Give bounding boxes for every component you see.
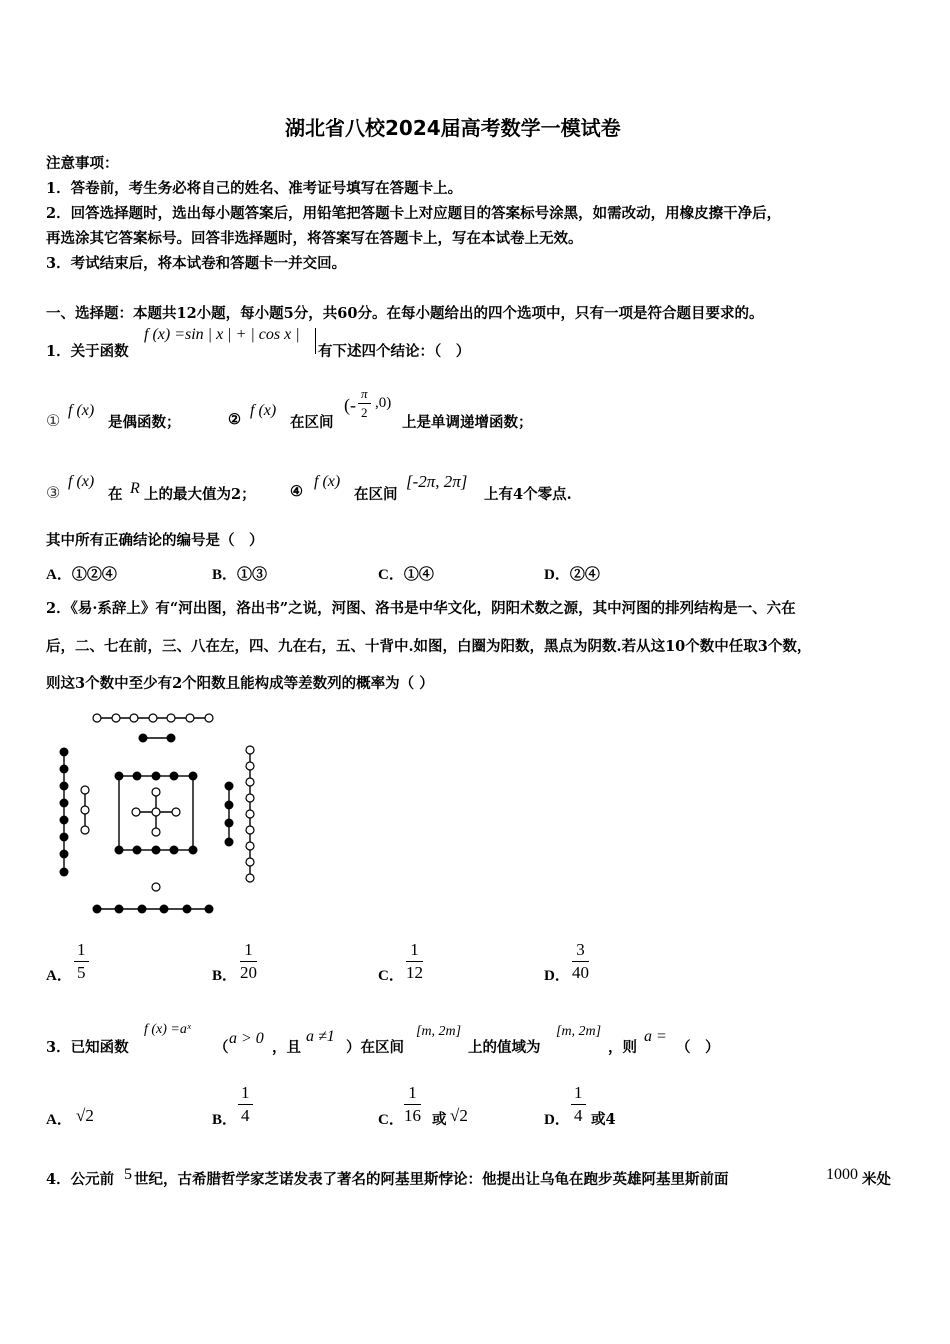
q1-s2-frac-num: π (358, 385, 371, 404)
q3-cond-1: a > 0 (229, 1030, 264, 1047)
notice-item-2-cont: 再选涂其它答案标号。回答非选择题时，将答案写在答题卡上，写在本试卷上无效。 (46, 230, 583, 247)
page-title: 湖北省八校2024届高考数学一模试卷 (285, 116, 621, 140)
q3-option-a-label: A． (46, 1112, 72, 1128)
q3-cond-close: ）在区间 (346, 1039, 404, 1056)
notice-heading: 注意事项： (46, 155, 119, 172)
q4-number-1: 5 (124, 1166, 132, 1183)
q1-s2-num: ② (228, 411, 241, 428)
notice-item-3: 3．考试结束后，将本试卷和答题卡一并交回。 (46, 255, 347, 272)
q1-s3-R: R (130, 480, 140, 497)
q3-mid: 上的值域为 (468, 1039, 541, 1056)
q2-option-c-label: C． (378, 968, 404, 984)
notice-item-1: 1．答卷前，考生务必将自己的姓名、准考证号填写在答题卡上。 (46, 180, 463, 197)
q3-option-c-num: 1 (404, 1082, 421, 1105)
q2-option-a-num: 1 (74, 939, 89, 962)
q3-a-eq: a = (644, 1028, 667, 1045)
q3-option-c-frac (404, 1082, 421, 1127)
q1-s4-text: 上有4个零点. (484, 486, 572, 503)
q3-option-d-num: 1 (571, 1082, 586, 1105)
q1-s4-mid: 在区间 (354, 486, 398, 503)
q1-s3-text: 上的最大值为2； (144, 486, 256, 503)
q1-option-d: D．②④ (544, 567, 600, 583)
q1-s4-num: ④ (290, 483, 303, 500)
q2-option-b-frac (240, 939, 257, 984)
q2-option-c-den: 12 (406, 963, 423, 982)
hetu-right-white-dots (246, 746, 254, 882)
q2-option-d-num: 3 (572, 939, 589, 962)
q3-cond-2: a ≠1 (306, 1028, 335, 1045)
q1-s2-interval-left: (- (344, 395, 356, 415)
q1-s2-interval-right: ,0) (375, 395, 392, 411)
q3-option-d-frac (571, 1082, 586, 1127)
q1-s4-f: f (x) (314, 473, 341, 490)
q2-option-b-num: 1 (240, 939, 257, 962)
q3-function: f (x) =aˣ (144, 1022, 191, 1037)
q1-s2-text: 上是单调递增函数； (402, 414, 533, 431)
q3-option-b-num: 1 (238, 1082, 253, 1105)
q3-interval-1: [m, 2m] (416, 1024, 462, 1039)
q1-suffix: 有下述四个结论：（ ） (318, 343, 471, 360)
q2-option-d-label: D． (544, 968, 570, 984)
q1-s4-interval: [-2π, 2π] (406, 472, 468, 491)
q1-s2-fraction (358, 385, 371, 422)
q1-s1-text: 是偶函数； (108, 414, 181, 431)
q1-function: f (x) =sin | x | + | cos x | (144, 326, 300, 343)
q1-function-bar (315, 328, 316, 354)
q3-option-d-or: 或4 (591, 1111, 616, 1128)
q1-s2-frac-den: 2 (361, 405, 368, 420)
q4-part-3: 米处 (862, 1171, 891, 1188)
q3-option-c-tail: √2 (450, 1106, 468, 1125)
q1-s3-num: ③ (46, 485, 61, 502)
q3-option-b-den: 4 (241, 1106, 250, 1125)
hetu-bottom-white-dot (152, 883, 160, 891)
q3-option-c-label: C． (378, 1112, 404, 1128)
q1-option-c: C．①④ (378, 567, 434, 583)
q3-option-a-value: √2 (76, 1106, 94, 1125)
q2-line-2: 后，二、七在前，三、八在左，四、九在右，五、十背中.如图，白圈为阳数，黑点为阴数.若从这10个数中任取3个数， (46, 638, 812, 655)
hetu-center-white-dots (132, 788, 180, 836)
q3-option-b-label: B． (212, 1112, 238, 1128)
q3-option-d-label: D． (544, 1112, 570, 1128)
hetu-left-white-dots (81, 786, 89, 834)
q1-prefix: 1．关于函数 (46, 343, 129, 360)
q3-option-c-den: 16 (404, 1106, 421, 1125)
q2-option-b-den: 20 (240, 963, 257, 982)
q2-line-3: 则这3个数中至少有2个阳数且能构成等差数列的概率为（ ） (46, 675, 434, 692)
q2-option-c-frac (406, 939, 423, 984)
q3-then: ，则 (608, 1039, 637, 1056)
q4-part-1: 4．公元前 (46, 1171, 115, 1188)
q2-line-1: 2．《易·系辞上》有“河出图，洛出书”之说，河图、洛书是中华文化，阴阳术数之源，其中河图的排列结构是一、六在 (46, 600, 796, 617)
q3-interval-2: [m, 2m] (556, 1024, 602, 1039)
q2-option-b-label: B． (212, 968, 238, 984)
q1-s2-f: f (x) (250, 402, 277, 419)
q3-cond-open: （ (214, 1039, 229, 1056)
q3-option-c-or: 或 (432, 1111, 447, 1128)
q4-number-2: 1000 (826, 1166, 858, 1183)
q1-s2-mid: 在区间 (290, 414, 334, 431)
q1-option-a: A．①②④ (46, 567, 117, 583)
q1-question: 其中所有正确结论的编号是（ ） (46, 532, 264, 549)
q2-option-c-num: 1 (406, 939, 423, 962)
q2-option-d-den: 40 (572, 963, 589, 982)
q2-option-a-den: 5 (77, 963, 86, 982)
hetu-diagram (50, 706, 265, 918)
q3-option-b-frac (238, 1082, 253, 1127)
q1-s3-f: f (x) (68, 473, 95, 490)
q1-option-b: B．①③ (212, 567, 268, 583)
q3-prefix: 3．已知函数 (46, 1039, 129, 1056)
q1-s1-f: f (x) (68, 402, 95, 419)
q4-part-2: 世纪，古希腊哲学家芝诺发表了著名的阿基里斯悖论：他提出让乌龟在跑步英雄阿基里斯前面 (134, 1171, 729, 1188)
q1-s1-num: ① (46, 413, 61, 430)
notice-item-2: 2．回答选择题时，选出每小题答案后，用铅笔把答题卡上对应题目的答案标号涂黑，如需改动，用橡皮擦干净后， (46, 205, 782, 222)
q1-s3-mid: 在 (108, 486, 123, 503)
q2-option-a-label: A． (46, 968, 72, 984)
q2-option-d-frac (572, 939, 589, 984)
q3-cond-mid: ，且 (272, 1039, 301, 1056)
q3-option-d-den: 4 (574, 1106, 583, 1125)
q3-tail: （ ） (676, 1039, 720, 1056)
q2-option-a-frac (74, 939, 89, 984)
section-heading: 一、选择题：本题共12小题，每小题5分，共60分。在每小题给出的四个选项中，只有一项是符合题目要求的。 (46, 305, 764, 322)
